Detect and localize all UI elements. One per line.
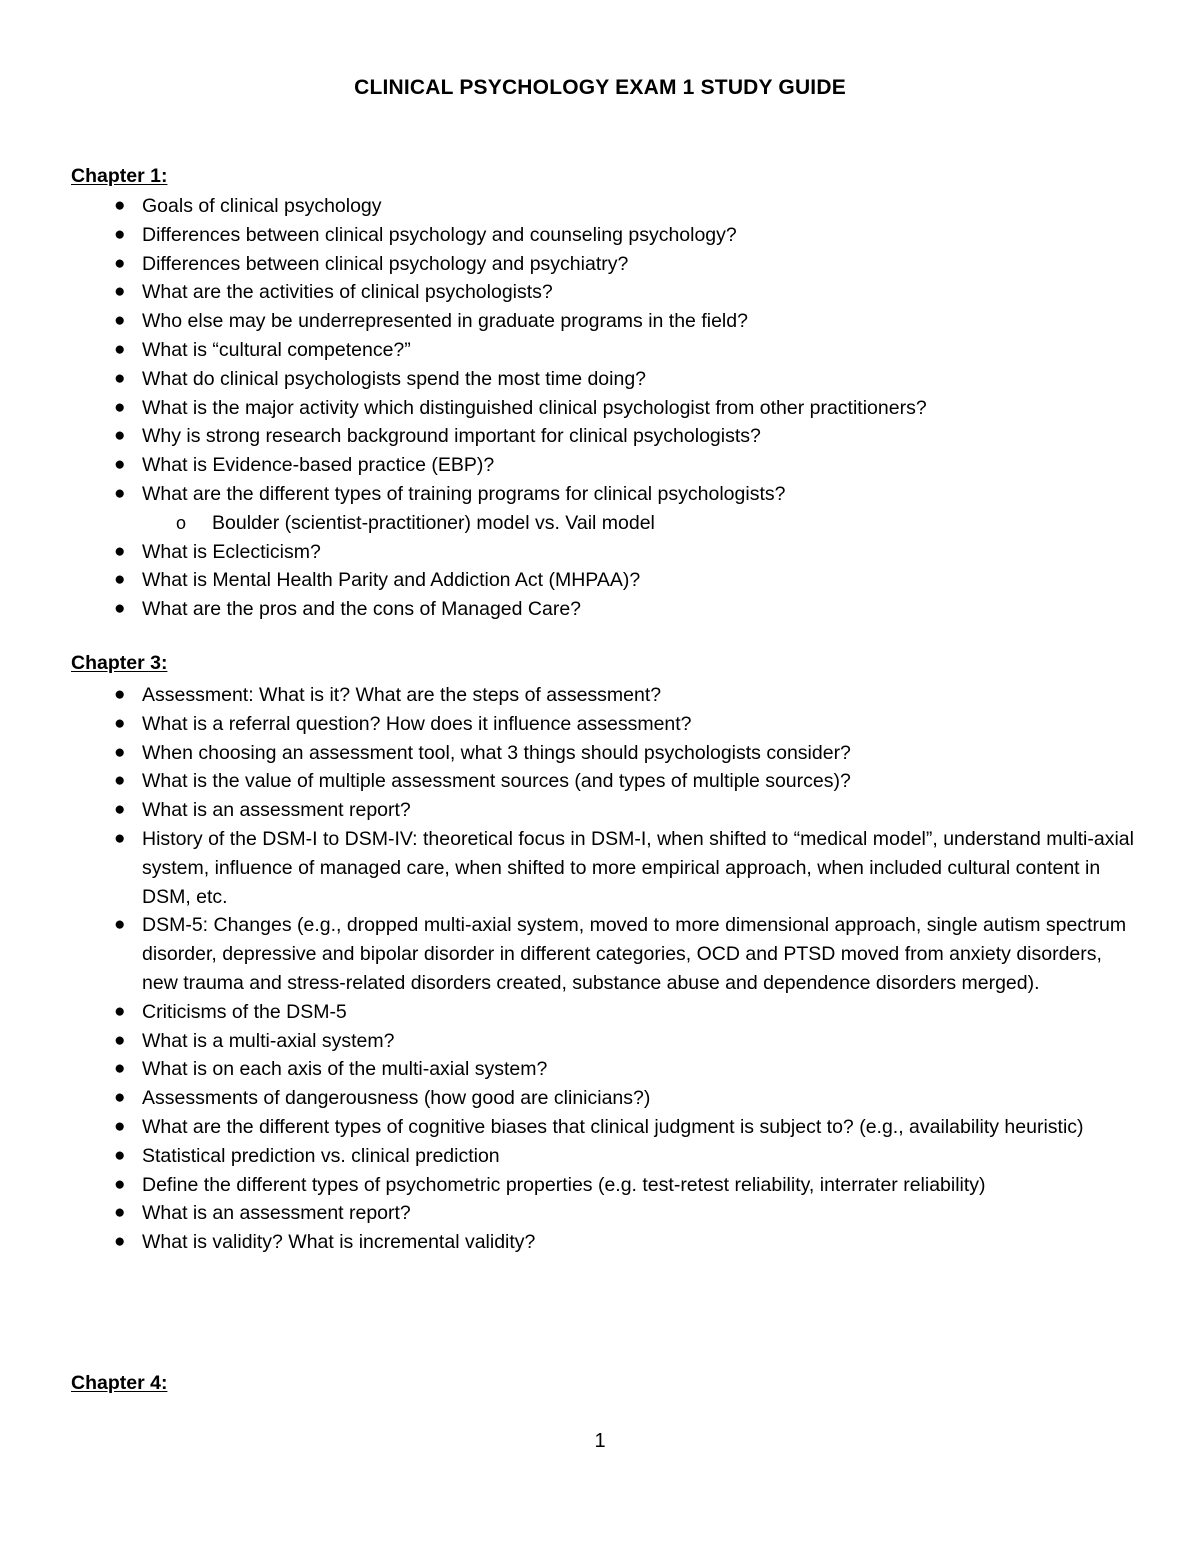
list-item: ● Assessments of dangerousness (how good are clinicians?) [0,1084,1200,1113]
list-item: ● Differences between clinical psychology and counseling psychology? [0,221,1200,250]
chapter-3-heading: Chapter 3: [71,652,168,674]
list-item: ● What is Mental Health Parity and Addiction Act (MHPAA)? [0,566,1200,595]
bullet-icon: ● [114,741,126,763]
list-item: ● History of the DSM-I to DSM-IV: theoretical focus in DSM-I, when shifted to “medical model”, understand multi-axial system, influence of managed care, when shifted to more empirical approach, when included cultural content in DSM, etc. [0,825,1200,911]
bullet-icon: ● [114,1173,126,1195]
bullet-icon: ● [114,367,126,389]
bullet-icon: ● [114,684,126,705]
bullet-icon: ● [114,770,126,792]
list-item: ● What is “cultural competence?” [0,336,1200,365]
list-item: ● What do clinical psychologists spend the most time doing? [0,365,1200,394]
list-item: ● Who else may be underrepresented in graduate programs in the field? [0,307,1200,336]
chapter-1-list [0,192,1200,624]
bullet-icon: ● [114,598,126,620]
list-item: ● Differences between clinical psychology and psychiatry? [0,250,1200,279]
bullet-icon: ● [114,1029,126,1051]
list-item: ● DSM-5: Changes (e.g., dropped multi-axial system, moved to more dimensional approach, single autism spectrum disorder, depressive and bipolar disorder in different categories, OCD and PTSD moved from anxiety disorders, new trauma and stress-related disorders created, substance abuse and dependence disorders merged). [0,911,1200,997]
bullet-icon: ● [114,712,126,734]
bullet-icon: ● [114,281,126,303]
bullet-icon: ● [114,1087,126,1109]
list-item: ● Assessment: What is it? What are the steps of assessment? [0,681,1200,710]
bullet-icon: ● [114,223,126,245]
list-item: ● What is validity? What is incremental validity? [0,1228,1200,1257]
list-item: ● Define the different types of psychometric properties (e.g. test-retest reliability, interrater reliability) [0,1171,1200,1200]
list-item: ● Statistical prediction vs. clinical prediction [0,1142,1200,1171]
bullet-icon: ● [114,914,126,936]
list-item: ● Why is strong research background important for clinical psychologists? [0,422,1200,451]
list-item: ● What is a multi-axial system? [0,1027,1200,1056]
bullet-icon: ● [114,338,126,360]
list-item: ● What are the activities of clinical psychologists? [0,278,1200,307]
list-item: ● What is a referral question? How does it influence assessment? [0,710,1200,739]
list-item: ● What is an assessment report? [0,796,1200,825]
list-subitem: o Boulder (scientist-practitioner) model vs. Vail model [0,509,1200,538]
bullet-icon: ● [114,454,126,476]
page-title: CLINICAL PSYCHOLOGY EXAM 1 STUDY GUIDE [354,76,846,99]
list-item: ● What is Evidence-based practice (EBP)? [0,451,1200,480]
bullet-icon: ● [114,827,126,849]
chapter-3-list [0,681,1200,1257]
bullet-icon: ● [114,1202,126,1224]
list-item: ● What is the value of multiple assessment sources (and types of multiple sources)? [0,767,1200,796]
bullet-icon: ● [114,1115,126,1137]
chapter-1-heading: Chapter 1: [71,165,168,187]
bullet-icon: ● [114,1058,126,1080]
list-item: ● What is the major activity which distinguished clinical psychologist from other practitioners? [0,394,1200,423]
list-item: ● Criticisms of the DSM-5 [0,998,1200,1027]
chapter-4-heading: Chapter 4: [71,1372,168,1394]
list-item: ● What is on each axis of the multi-axial system? [0,1055,1200,1084]
list-item: ● When choosing an assessment tool, what 3 things should psychologists consider? [0,739,1200,768]
list-item: ● Goals of clinical psychology [0,192,1200,221]
bullet-icon: ● [114,195,126,216]
list-item: ● What is Eclecticism? [0,538,1200,567]
bullet-icon: ● [114,482,126,504]
bullet-icon: ● [114,799,126,821]
list-item: ● What is an assessment report? [0,1199,1200,1228]
list-item: ● What are the pros and the cons of Managed Care? [0,595,1200,624]
bullet-icon: ● [114,252,126,274]
list-item: ● What are the different types of training programs for clinical psychologists? [0,480,1200,509]
hollow-bullet-icon: o [176,512,187,533]
list-item: ● What are the different types of cognitive biases that clinical judgment is subject to? (e.g., availability heuristic) [0,1113,1200,1142]
bullet-icon: ● [114,1231,126,1253]
bullet-icon: ● [114,540,126,562]
page-number: 1 [594,1430,606,1452]
bullet-icon: ● [114,396,126,418]
bullet-icon: ● [114,425,126,447]
bullet-icon: ● [114,569,126,591]
bullet-icon: ● [114,1144,126,1166]
bullet-icon: ● [114,310,126,332]
bullet-icon: ● [114,1000,126,1022]
